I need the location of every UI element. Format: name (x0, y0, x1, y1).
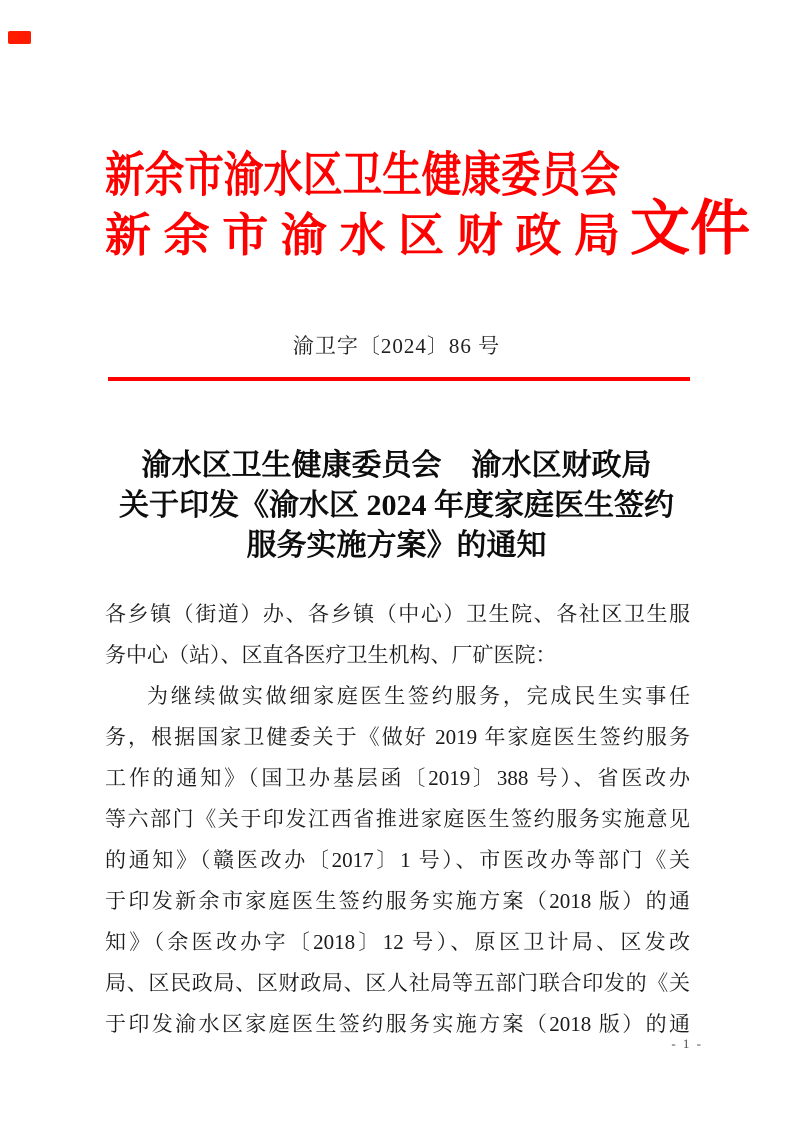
doc-number: 渝卫字〔2024〕86 号 (292, 334, 501, 358)
red-divider-rule (108, 377, 690, 381)
corner-mark (8, 31, 31, 44)
body-line: 等六部门《关于印发江西省推进家庭医生签约服务实施意见 (105, 807, 690, 831)
body-line: 为继续做实做细家庭医生签约服务，完成民生实事任 (147, 684, 690, 708)
doc-body (105, 594, 690, 1045)
body-line: 务中心（站）、区直各医疗卫生机构、厂矿医院： (105, 643, 557, 667)
header-org-line-2: 新余市渝水区财政局 (105, 210, 620, 261)
body-line: 工作的通知》（国卫办基层函〔2019〕388 号）、省医改办 (105, 766, 690, 790)
page-number: - 1 - (671, 1036, 703, 1051)
body-line: 局、区民政局、区财政局、区人社局等五部门联合印发的《关 (105, 971, 690, 995)
body-line: 的通知》（赣医改办〔2017〕1 号）、市医改办等部门《关 (105, 848, 690, 872)
doc-title-line-1: 渝水区卫生健康委员会 渝水区财政局 (141, 449, 652, 482)
doc-title-line-3: 服务实施方案》的通知 (246, 529, 547, 562)
body-line: 于印发新余市家庭医生签约服务实施方案（2018 版）的通 (105, 889, 690, 913)
body-line: 务，根据国家卫健委关于《做好 2019 年家庭医生签约服务 (105, 725, 690, 749)
doc-title-line-2: 关于印发《渝水区 2024 年度家庭医生签约 (119, 489, 674, 522)
doc-title (104, 446, 689, 566)
doc-type-label: 文件 (630, 196, 750, 262)
body-line: 于印发渝水区家庭医生签约服务实施方案（2018 版）的通 (105, 1012, 690, 1036)
body-line: 知》（余医改办字〔2018〕12 号）、原区卫计局、区发改 (105, 930, 690, 954)
header-org-line-1: 新余市渝水区卫生健康委员会 (105, 149, 620, 202)
body-line: 各乡镇（街道）办、各乡镇（中心）卫生院、各社区卫生服 (105, 602, 690, 626)
